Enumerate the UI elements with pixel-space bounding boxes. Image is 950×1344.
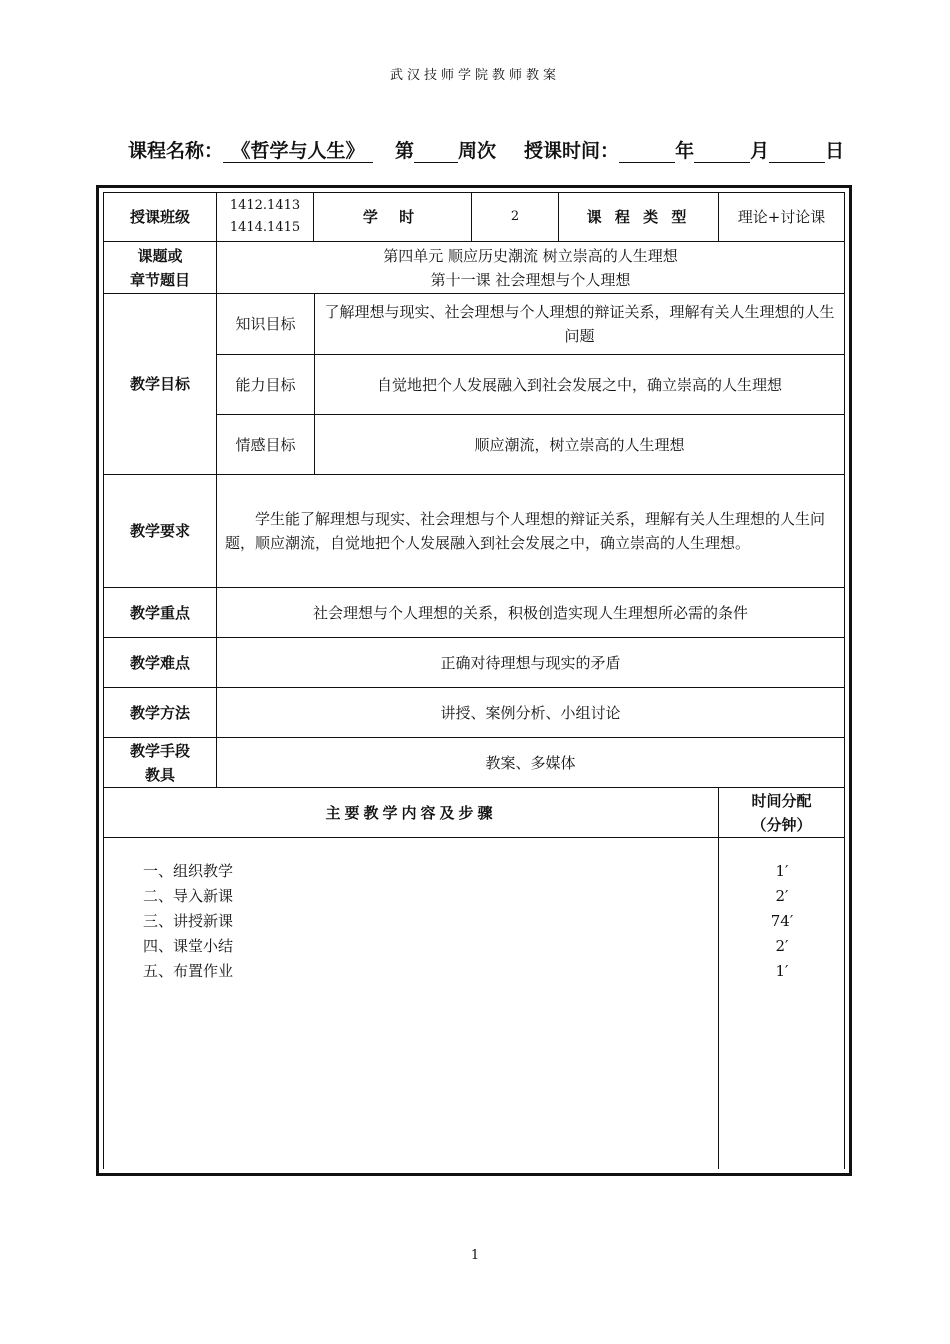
time-allocation-header: [719, 788, 845, 838]
step-time: 1′: [775, 962, 789, 980]
lesson-plan-table: [96, 185, 852, 1176]
month-blank: [694, 162, 750, 163]
step-time: 74′: [770, 912, 794, 930]
class-value-line-2: 1414.1415: [229, 220, 301, 235]
time-header-line-2: （分钟）: [751, 815, 812, 834]
method-label: 教学方法: [103, 688, 217, 738]
step-item: 四、课堂小结: [143, 937, 234, 955]
means-label: [103, 738, 217, 788]
knowledge-goal-label: 知识目标: [217, 294, 315, 355]
ability-goal-label: 能力目标: [217, 355, 315, 415]
topic-label-line-2: 章节题目: [129, 270, 190, 289]
means-label-line-2: 教具: [144, 765, 175, 784]
key-points-label: 教学重点: [103, 588, 217, 638]
requirement-label: 教学要求: [103, 475, 217, 588]
class-label: 授课班级: [103, 192, 217, 242]
course-type-label: 课 程 类 型: [559, 192, 719, 242]
time-header-line-1: 时间分配: [751, 791, 812, 810]
hours-value: 2: [472, 192, 559, 242]
course-name-label: 课程名称：: [128, 140, 224, 162]
emotion-goal-label: 情感目标: [217, 415, 315, 475]
class-value-line-1: 1412.1413: [229, 198, 301, 213]
week-value: [414, 162, 458, 163]
hours-label: 学 时: [314, 192, 472, 242]
topic-label: [103, 242, 217, 294]
week-prefix: 第: [395, 140, 415, 162]
step-time: 2′: [775, 937, 789, 955]
day-label: 日: [825, 140, 845, 162]
step-item: 二、导入新课: [143, 887, 234, 905]
page-number: 1: [470, 1248, 480, 1263]
steps-list: [143, 859, 233, 984]
ability-goal-text: 自觉地把个人发展融入到社会发展之中，确立崇高的人生理想: [315, 355, 845, 415]
day-blank: [769, 162, 825, 163]
difficulty-text: 正确对待理想与现实的矛盾: [217, 638, 845, 688]
content-header: 主要教学内容及步骤: [103, 788, 719, 838]
course-info-line: [128, 136, 848, 163]
step-item: 三、讲授新课: [143, 912, 234, 930]
teaching-goals-label: 教学目标: [103, 294, 217, 475]
method-text: 讲授、案例分析、小组讨论: [217, 688, 845, 738]
topic-line-1: 第四单元 顺应历史潮流 树立崇高的人生理想: [383, 246, 678, 265]
year-label: 年: [675, 140, 695, 162]
step-time: 1′: [775, 862, 789, 880]
means-label-line-1: 教学手段: [129, 741, 190, 760]
week-suffix: 周次: [458, 140, 497, 162]
course-name-value: 《哲学与人生》: [223, 140, 373, 163]
class-value: [217, 192, 314, 242]
emotion-goal-text: 顺应潮流，树立崇高的人生理想: [315, 415, 845, 475]
course-type-value: 理论+讨论课: [719, 192, 845, 242]
topic-line-2: 第十一课 社会理想与个人理想: [430, 270, 631, 289]
step-item: 五、布置作业: [143, 962, 234, 980]
time-label: 授课时间：: [524, 140, 620, 162]
step-item: 一、组织教学: [143, 862, 234, 880]
year-blank: [619, 162, 675, 163]
key-points-text: 社会理想与个人理想的关系，积极创造实现人生理想所必需的条件: [217, 588, 845, 638]
step-times: [719, 859, 845, 984]
means-text: 教案、多媒体: [217, 738, 845, 788]
topic-label-line-1: 课题或: [137, 246, 183, 265]
requirement-text: 学生能了解理想与现实、社会理想与个人理想的辩证关系，理解有关人生理想的人生问题，顺应潮流，自觉地把个人发展融入到社会发展之中，确立崇高的人生理想。: [217, 475, 845, 588]
topic-value: [217, 242, 845, 294]
page-header: 武汉技师学院教师教案: [389, 68, 560, 83]
difficulty-label: 教学难点: [103, 638, 217, 688]
month-label: 月: [750, 140, 770, 162]
knowledge-goal-text: 了解理想与现实、社会理想与个人理想的辩证关系，理解有关人生理想的人生问题: [315, 294, 845, 355]
step-time: 2′: [775, 887, 789, 905]
